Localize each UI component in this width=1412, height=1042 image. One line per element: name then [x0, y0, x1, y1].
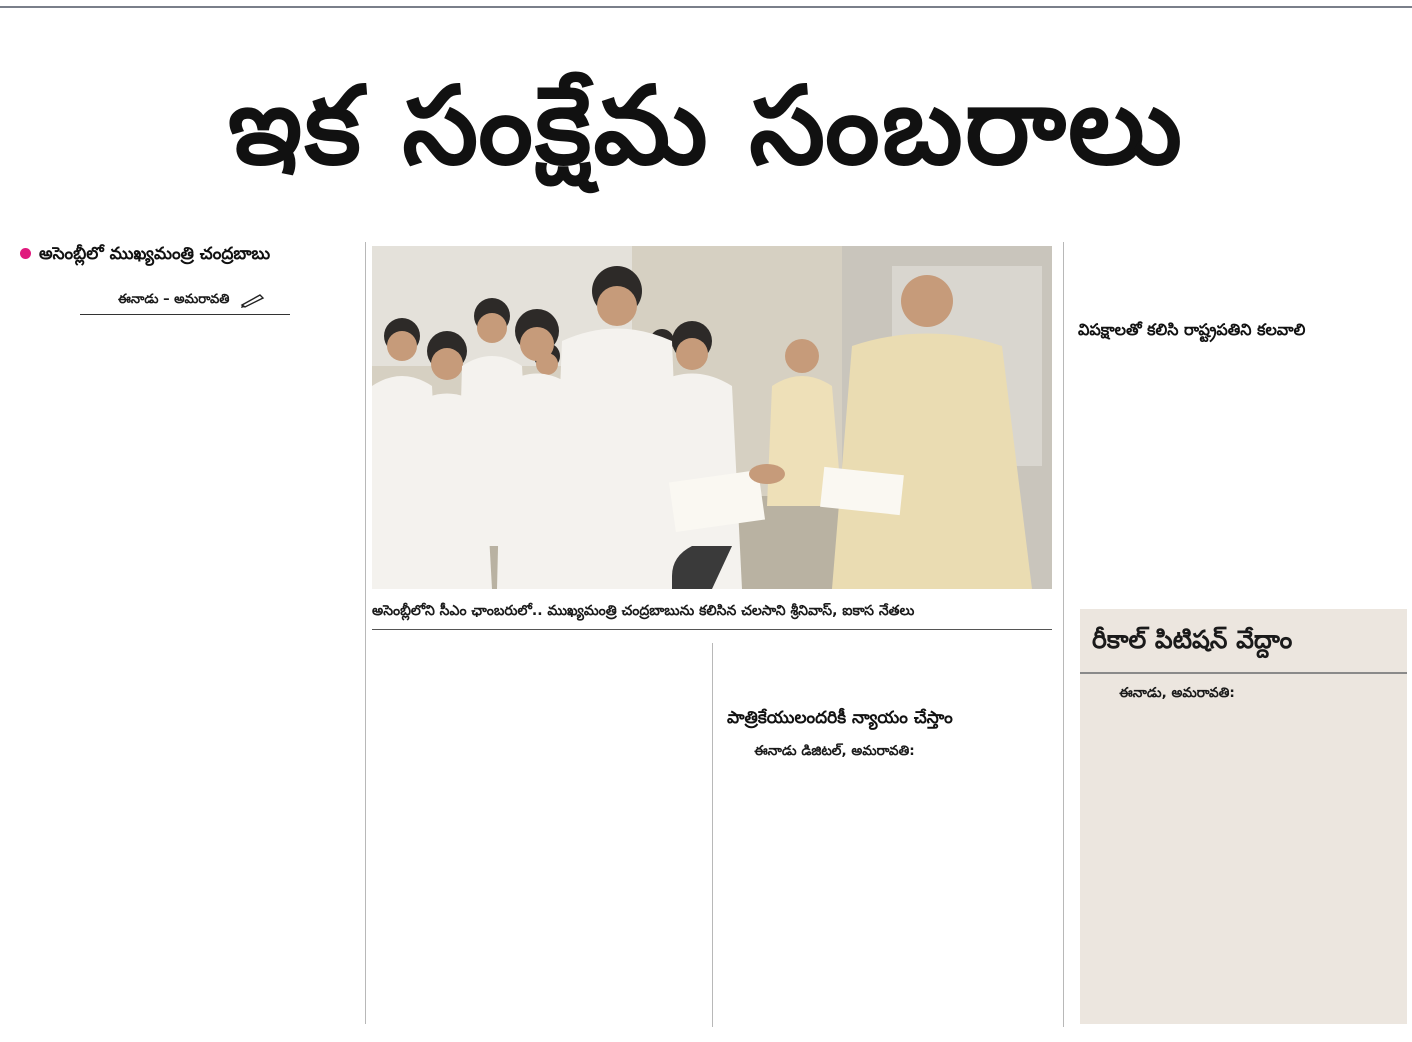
article-column-1 — [20, 338, 360, 958]
subheadline-text: అసెంబ్లీలో ముఖ్యమంత్రి చంద్రబాబు — [39, 244, 271, 264]
box-lead: ఈనాడు, అమరావతి: — [1119, 685, 1235, 701]
dateline-text: ఈనాడు – అమరావతి — [118, 292, 230, 307]
top-rule — [0, 6, 1412, 8]
box-rule — [1080, 672, 1407, 674]
article-column-3-top — [727, 643, 1052, 693]
column-divider-2 — [712, 643, 713, 1027]
dateline — [118, 290, 266, 310]
col4-subhead: విపక్షాలతో కలిసి రాష్ట్రపతిని కలవాలి — [1078, 320, 1306, 339]
article-column-2 — [372, 643, 700, 1027]
caption-rule — [372, 629, 1052, 630]
box-title: రీకాల్ పిటిషన్ వేద్దాం — [1092, 625, 1293, 654]
bullet-icon — [20, 248, 31, 259]
photo-illustration — [372, 246, 1052, 589]
article-column-4-top — [1078, 242, 1398, 314]
article-column-4 — [1078, 346, 1398, 582]
col1-tail — [20, 998, 360, 1024]
column-divider-1 — [365, 242, 366, 1024]
col3-subhead: పాత్రికేయులందరికీ న్యాయం చేస్తాం — [727, 708, 953, 728]
pen-icon — [240, 292, 266, 308]
news-photo — [372, 246, 1052, 589]
col3-lead: ఈనాడు డిజిటల్, అమరావతి: — [754, 743, 915, 759]
box-article — [1092, 682, 1397, 1022]
column-divider-3 — [1063, 242, 1064, 1027]
main-headline: ఇక సంక్షేమ సంబరాలు — [228, 64, 1184, 189]
article-column-3 — [727, 740, 1052, 1027]
photo-caption: అసెంబ్లీలోని సీఎం ఛాంబరులో.. ముఖ్యమంత్రి చంద్రబాబును కలిసిన చలసాని శ్రీనివాస్, ఐకాస నేతలు — [372, 603, 915, 619]
dateline-rule — [80, 314, 290, 315]
subheadline — [20, 242, 270, 266]
